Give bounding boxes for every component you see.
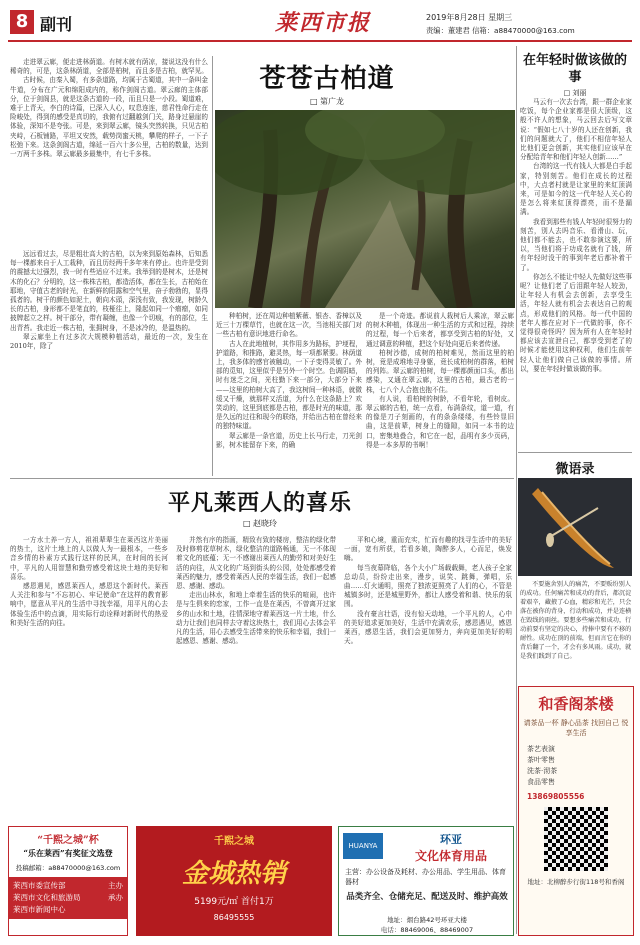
canoe-image bbox=[518, 478, 632, 576]
paragraph: 台湾的这一代有钱人大都是白手起家，特别刻苦。他们在成长的过程中，大点者村就是让家里的来紅顶满来，可是如今的这一代年轻人关心的是怎么将来紅顶得漂亮，而不是漏满。 bbox=[520, 162, 632, 217]
sidebar-divider bbox=[516, 46, 517, 934]
paragraph: 感恩遇见，感恩莱西人，感恩这个新时代。莱西人关注和参与“不忘初心、牢记使命”在这样的教育影响中，愿意从平凡的生活中寻找幸福，用平凡的心去体验生活中的点滴，用实际行动诠释对新时代的热爱和美好生活的向往。 bbox=[10, 582, 168, 627]
masthead-logo: 莱西市报 bbox=[274, 10, 371, 36]
paragraph: 翠云廊是一条官道，历史上长马行走，刀光剑影，树木能留存下来，的确 bbox=[216, 431, 362, 449]
paragraph: 有人说，看柏树的树龄，不看年轮，看树皮。翠云廊的古柏，统一点看，布满条纹，道一道，有的像是刀子刻画的，有的条条缕缕，有些铃显旧曲，这是前辈，树身上的缝隙，如同一本书的边口，密集地叠合，和它在一起，品明有多少页码，得是一本多厚的书啊！ bbox=[366, 394, 514, 449]
ad-item: 茶叶零售 bbox=[527, 756, 555, 764]
paragraph: 我看到那些有钱人年轻时很努力的刻苦，别人去吗音乐、看滑山、玩，他们都不能去，也不敢参演这要，所以，当他们将于功成名就有了钱，所有年轻时没干的事到年老后都补着干了。 bbox=[520, 217, 632, 272]
sidebar-title: 在年轻时做该做的事 bbox=[522, 53, 627, 85]
sidebar-article bbox=[520, 98, 632, 448]
ad-phone: 电话：88469006、88469007 bbox=[380, 926, 474, 934]
paragraph: 走出山林水，和地上牵着生活的快乐的喧闹，也许是与生俱来的恋家，工作一直是在莱西，不曾离开过家乡的山水和土地，往情深地守着莱西这一片土地，什么动力让我们也同样去守着这块热土，我们用心去体会平凡的生活，用心去感受生活带来的快乐和幸福，我们一起感恩、感谢、感动。 bbox=[176, 591, 336, 646]
article1-column-3 bbox=[216, 312, 362, 472]
paragraph: 古人在此地植树，其作用多为路标，护埂程，护道路，和推路，避灵热，每一项都紧要。林荫道上，我多体的感官被触动，一下子变得灵敏了。外部的觅知，这里似乎是另外一个时空。色调阴暗，时有迷乏之间，光柱勤下来一部分，大部分下来——这里的柏树大高了，我这树间一种林语，就微缓又干燥，就那样又活道，为什么在这条路上？欢笑动的，这里到底都是古柏，都是时光的味道，那是久远的过往和现今的联络，并给出古柏在曾经来的独特味道。 bbox=[216, 339, 362, 431]
qr-code-icon bbox=[544, 807, 608, 871]
section-divider bbox=[10, 478, 514, 479]
ad-address: 地址：烟台路42号环亚大楼 bbox=[387, 916, 467, 924]
paragraph: 翠云廊坐上有过多次大规模种植活动，最近的一次，发生在2010年，除了 bbox=[10, 332, 208, 351]
article-author: □ 第广龙 bbox=[309, 97, 345, 106]
ad-slogan: 请茶品一杯 静心品茶 找回自己 悦享生活 bbox=[523, 719, 629, 737]
paragraph: 一方水土养一方人，祖祖辈辈生在莱西这片美丽的热土，这片土地上的人以做人为一最根本，一些乡音乡情的朴素方式践行这样的民风，在时间的长河中，平凡的人用智慧和勤劳感受着这块土地的美好和喜乐。 bbox=[10, 536, 168, 581]
paragraph: 远远看过去，尽是粗壮高大的古柏，以为来到原始森林，后知悉每一棵都来自于人工栽种，而且历经两千多年来有停止。也许是受到的震撼太过强烈，我一时有些适应不过来。我举到的是树木，还是树木的化石？分明的，这一株株古柏，都造活体，都在生长，古柏始在耶地，守值古老的时光，在新鲜的阳露和空气里，奋子勃勃的，显得孤者的。树干的颜色如泥土，朝向木頭，深浅有致，我发现，树龄久长的古柏，身形都不是笔直的，枝桠往上，隆起如同一个瘤瘤，如同披牌起立之样。树干部分，带有凝缠，也像一个切痕，有的部位，生出青苔。我走近一株古柏，张拥树身，不是冰冷的，是温热的。 bbox=[10, 250, 208, 332]
article1-column-4 bbox=[366, 312, 514, 472]
ad-organizers bbox=[9, 877, 127, 919]
org-name: 莱西市委宣传部 bbox=[13, 881, 66, 890]
paragraph: 马云有一次去台湾，跟一群企业家吃饭，每个企业家都是很大顶级，这般不许人的想象，马云回去后写文章说：“假如七八十岁的人还在创新，我们的问题就大了，他们不相信年轻人比他们更会创新，其实他们应该早在分配给青年和他们年轻人创新……” bbox=[520, 98, 632, 162]
paragraph: 种柏树，还在周边种植紫薇、银杏、香樟以及近三十万棵草竹，也就在这一次，当池相关部门对一些古柏有意识地进行命名。 bbox=[216, 312, 362, 339]
paragraph: 柏树沙德，成树的柏树难见，然而这里的柏树，竟是成堆地寻身躯，竟长成柏树的群落，柏树的列阵。翠云廊的柏树，每一棵都颜面口头，都出感染，又通在翠云廊，这里的古柏，最古老的一株，七八个人合抱也抱不住。 bbox=[366, 348, 514, 394]
column-divider bbox=[212, 56, 213, 476]
article2-column-3 bbox=[344, 536, 512, 820]
paragraph: 平和心境，重而充实，忙而有趣的找寻生活中的美好一面，宽有所获，若看多娘，陶醉多人，心而足，焕发嗨。 bbox=[344, 536, 512, 563]
sidebar-author: □ 刘丽 bbox=[563, 89, 587, 97]
section-title: 副刊 bbox=[40, 15, 73, 34]
ad-title: 和香阁茶楼 bbox=[538, 695, 614, 713]
article1-column-1 bbox=[10, 58, 208, 246]
paragraph: 没有豪言壮语，没有惊天动地，一个平凡的人，心中的美好追求更加美好，生活中充满欢乐，感恩遇见，感恩莱西，感恩生活，我们会更加努力，奔向更加美好的明天。 bbox=[344, 609, 512, 646]
ad-price: 5199元/㎡ 首付1万 bbox=[194, 897, 274, 907]
ad-items bbox=[527, 744, 625, 788]
tea-house-ad bbox=[518, 686, 634, 936]
org-name: 莱西市新闻中心 bbox=[13, 905, 66, 914]
main-text: 办公设备及耗材、办公用品、学生用品、体育器材 bbox=[345, 868, 506, 886]
ad-brand: 千熙之城 bbox=[214, 836, 254, 847]
weilu-text: 不要施舍别人的痛苦，不要贩纷别人的成功。任何痛苦和成功的背后，都沉淀着艰辛，藏掖了心血，精彩和光芒，只会落在被你的背身，行动和成功，并是连横在毁线的雨丝。要想多些痛苦和成功，行动前要有坚定的决心，持捧中要有不移的耐性。成功在顶的前端，但而言它在你的背后翻了一个，才会有多风雨。成功，就是我们践到了自己。 bbox=[520, 581, 632, 660]
org-role: 主办 bbox=[108, 881, 123, 890]
org-role: 承办 bbox=[108, 893, 123, 902]
huanya-logo-icon: HUANYA bbox=[343, 833, 383, 859]
article-title: 平凡莱西人的喜乐 bbox=[167, 490, 352, 516]
header-divider bbox=[8, 40, 632, 42]
article2-column-2 bbox=[176, 536, 336, 820]
paragraph: 每当夜幕降临，各个大小广场载载舞，老人孩子全家总动员，纷纷走出来，漫步，说笑、跳舞，弹唱，乐曲……灯火通明，照亮了独浓更照亮了人们的心，不管是城镇多时，还是城里野外，都让人感受着和谐、快乐的氛围。 bbox=[344, 563, 512, 609]
ad-item: 茶艺表演 bbox=[527, 745, 555, 753]
ad-title: 环亚 bbox=[440, 833, 462, 846]
ad-phone: 13869805556 bbox=[527, 792, 585, 801]
essay-contest-ad bbox=[8, 826, 128, 936]
article-author: □ 赵晓玲 bbox=[242, 519, 278, 528]
page-number: 8 bbox=[10, 10, 34, 34]
ad-title: “千熙之城”杯 bbox=[37, 835, 99, 846]
article2-column-1 bbox=[10, 536, 168, 820]
paragraph: 古时候，由秦入蜀，有多条道路，均属于古蜀道，其中一条叫金牛道，分布在广元和绵阳成内的，称作剑阁古道。翠云廊的主体部分，位于剑阁县，就是这条古道的一段，而且只是一小段。蜀道难，难于上青天，李白的诗篇，已深入人心，叹息连连，慈君性命行走在险峻处，得到的感受是真切的，我俯有过翻越剑门关，路身过悬崖的体验，深知不是夸张。可是，来到翠云廊，镜头突然转换，只见古柏夹峙，石板铺路，平坦又安然，载势岗蜜天桃，攀爬的样子，一下子松弛下来。这条剑阁古道，绵延一百六十多公里，古柏的数量，达到一万两千多株。翠云廊最多最集中，有七千多株。 bbox=[10, 76, 208, 159]
paragraph: 并然有序的指画，精致有致的楼房，整洁的绿化带及时修剪花草树木，绿化整洁的道路畅通，无一不体现着文化的底蕴；无一不感谢出莱西人的勤劳和对美好生活的向往，从文化的广场到街头的公园，处处都感受着莱西的魅力，感受着莱西人民的幸福生活，我们一起感恩、感谢、感动。 bbox=[176, 536, 336, 591]
paragraph: 是一个奇迹。都说前人栽树后人乘凉，翠云廊的树木种植，体现出一种生活的方式和过程，持续的过程，每一个后来者，都享受到古柏的好处，又通过调意的种植，把这个好处向更后来者传递。 bbox=[366, 312, 514, 348]
main-label: 主营： bbox=[345, 868, 366, 876]
section-divider bbox=[518, 452, 632, 453]
ad-subtitle: 文化体育用品 bbox=[414, 849, 487, 863]
issue-date: 2019年8月28日 星期三 bbox=[426, 13, 513, 22]
ad-item: 食品零售 bbox=[527, 778, 555, 786]
article-title: 苍苍古柏道 bbox=[259, 64, 395, 94]
weilu-title: 微语录 bbox=[555, 462, 595, 477]
editor-info: 责编：董建君 信箱：a88470000@163.com bbox=[426, 26, 575, 35]
stationery-ad bbox=[338, 826, 514, 936]
ad-phone: 86495555 bbox=[213, 913, 255, 922]
real-estate-ad bbox=[136, 826, 332, 936]
ad-subtitle: “乐在莱西”有奖征文选登 bbox=[23, 848, 113, 858]
ad-slogan: 品类齐全、仓储充足、配送及时、维护高效 bbox=[346, 892, 508, 902]
ad-headline: 金城热销 bbox=[181, 859, 286, 889]
ad-address: 地址：北柳醉步行街118号和香阁 bbox=[527, 878, 625, 886]
paragraph: 你怎么不能让中轻人先做好这些事呢？让他们老了后泪跟年轻人较劲，让年轻人有机会去创新，去享受生活，年轻人就有机会去表达自己的观点，形成他们的风格。每一代中国的老年人都在应对下一代做的事，你不觉得很奇怪吗？因为所有人在年轻时都应该去宣泄自己，都享受到老了的时候才能使用这种权利，他们生前年轻人让他们做自己该做的事情。所以，要在年轻时做该做的事。 bbox=[520, 272, 632, 373]
article1-column-2 bbox=[10, 250, 208, 490]
cypress-road-photo bbox=[215, 110, 515, 308]
ad-item: 洗茶·沏茶 bbox=[527, 767, 558, 775]
ad-main bbox=[345, 867, 509, 887]
ad-email: 投稿邮箱：a88470000@163.com bbox=[15, 864, 121, 872]
org-name: 莱西市文化和旅游局 bbox=[13, 893, 81, 902]
paragraph: 走进翠云廊，便走进林荫道。有树木就有荫凉，接说这没有什么稀奇的，可是，这条林荫道，全部是柏树，而且多是古柏，就罕见。 bbox=[10, 58, 208, 76]
